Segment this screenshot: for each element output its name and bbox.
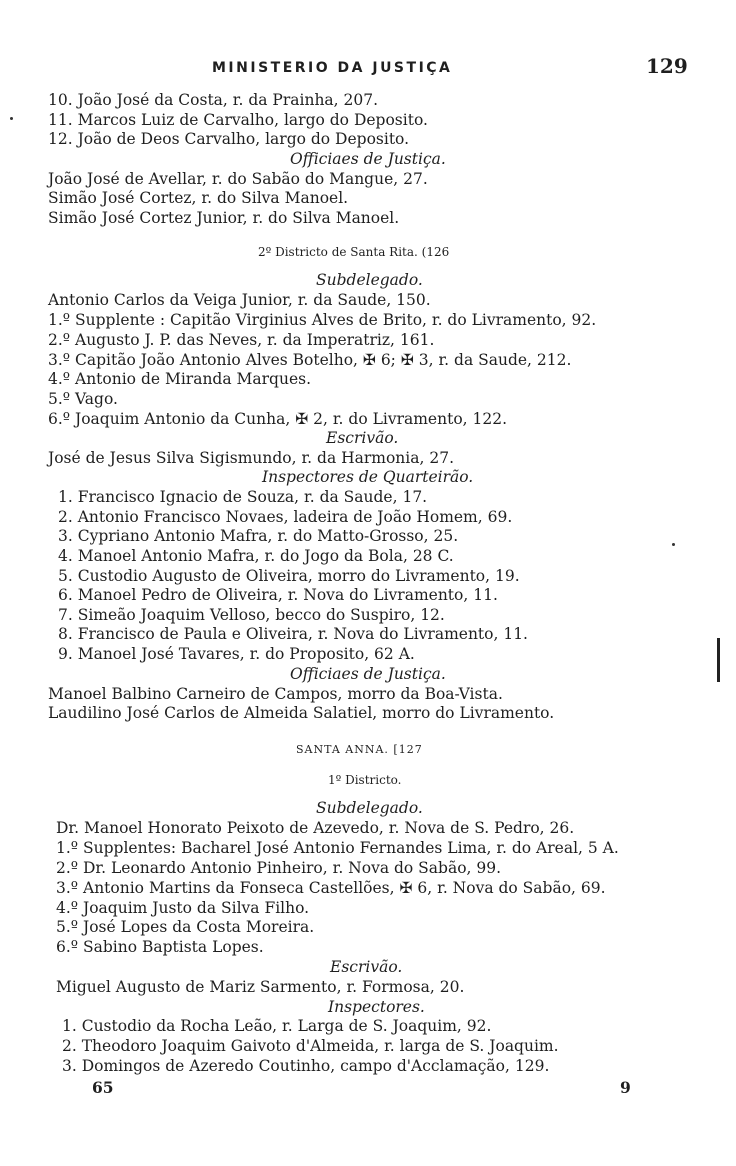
list-item: 1.º Supplentes: Bacharel José Antonio Fernandes Lima, r. do Areal, 5 A.: [56, 839, 619, 857]
list-item: 3.º Capitão João Antonio Alves Botelho, ✠ 6; ✠ 3, r. da Saude, 212.: [48, 351, 572, 369]
section-heading: Escrivão.: [330, 958, 403, 976]
section-heading: Officiaes de Justiça.: [290, 665, 446, 683]
list-item: 10. João José da Costa, r. da Prainha, 207.: [48, 91, 379, 109]
scan-dot: [672, 543, 675, 546]
list-item: 9. Manoel José Tavares, r. do Proposito, 62 A.: [58, 645, 415, 663]
list-item: Manoel Balbino Carneiro de Campos, morro da Boa-Vista.: [48, 685, 503, 703]
list-item: 5. Custodio Augusto de Oliveira, morro do Livramento, 19.: [58, 567, 520, 585]
list-item: 6. Manoel Pedro de Oliveira, r. Nova do Livramento, 11.: [58, 586, 498, 604]
district-title: 2º Districto de Santa Rita. (126: [258, 245, 450, 259]
running-header: MINISTERIO DA JUSTIÇA: [212, 60, 453, 76]
section-heading: Officiaes de Justiça.: [290, 150, 446, 168]
list-item: 1.º Supplente : Capitão Virginius Alves de Brito, r. do Livramento, 92.: [48, 311, 597, 329]
list-item: 11. Marcos Luiz de Carvalho, largo do Deposito.: [48, 111, 428, 129]
list-item: 2. Theodoro Joaquim Gaivoto d'Almeida, r. larga de S. Joaquim.: [62, 1037, 559, 1055]
district-title: 1º Districto.: [328, 773, 402, 787]
list-item: 6.º Sabino Baptista Lopes.: [56, 938, 264, 956]
list-item: 3.º Antonio Martins da Fonseca Castellões, ✠ 6, r. Nova do Sabão, 69.: [56, 879, 606, 897]
list-item: João José de Avellar, r. do Sabão do Mangue, 27.: [48, 170, 428, 188]
list-item: 8. Francisco de Paula e Oliveira, r. Nova do Livramento, 11.: [58, 625, 528, 643]
list-item: 2. Antonio Francisco Novaes, ladeira de João Homem, 69.: [58, 508, 513, 526]
list-item: Dr. Manoel Honorato Peixoto de Azevedo, r. Nova de S. Pedro, 26.: [56, 819, 575, 837]
list-item: 3. Domingos de Azeredo Coutinho, campo d'Acclamação, 129.: [62, 1057, 550, 1075]
list-item: Simão José Cortez, r. do Silva Manoel.: [48, 189, 349, 207]
list-item: José de Jesus Silva Sigismundo, r. da Harmonia, 27.: [48, 449, 454, 467]
list-item: Antonio Carlos da Veiga Junior, r. da Saude, 150.: [48, 291, 431, 309]
list-item: 6.º Joaquim Antonio da Cunha, ✠ 2, r. do Livramento, 122.: [48, 410, 508, 428]
section-heading: Subdelegado.: [316, 799, 423, 817]
section-heading: Inspectores.: [328, 998, 425, 1016]
list-item: 7. Simeão Joaquim Velloso, becco do Suspiro, 12.: [58, 606, 445, 624]
list-item: Simão José Cortez Junior, r. do Silva Manoel.: [48, 209, 400, 227]
list-item: 12. João de Deos Carvalho, largo do Deposito.: [48, 130, 410, 148]
list-item: 2.º Augusto J. P. das Neves, r. da Imperatriz, 161.: [48, 331, 435, 349]
list-item: 5.º José Lopes da Costa Moreira.: [56, 918, 315, 936]
sheet-number: 9: [620, 1078, 631, 1097]
list-item: Laudilino José Carlos de Almeida Salatiel, morro do Livramento.: [48, 704, 555, 722]
list-item: 4. Manoel Antonio Mafra, r. do Jogo da Bola, 28 C.: [58, 547, 454, 565]
section-heading: Subdelegado.: [316, 271, 423, 289]
list-item: 5.º Vago.: [48, 390, 118, 408]
signature-mark: 65: [92, 1078, 114, 1097]
parish-title: SANTA ANNA. [127: [296, 743, 423, 756]
list-item: 3. Cypriano Antonio Mafra, r. do Matto-Grosso, 25.: [58, 527, 459, 545]
list-item: 4.º Antonio de Miranda Marques.: [48, 370, 311, 388]
section-heading: Escrivão.: [326, 429, 399, 447]
scan-mark: [717, 638, 720, 682]
list-item: 4.º Joaquim Justo da Silva Filho.: [56, 899, 310, 917]
scan-dot: [10, 117, 13, 120]
list-item: 2.º Dr. Leonardo Antonio Pinheiro, r. Nova do Sabão, 99.: [56, 859, 502, 877]
section-heading: Inspectores de Quarteirão.: [262, 468, 474, 486]
page-number: 129: [646, 54, 688, 78]
list-item: 1. Custodio da Rocha Leão, r. Larga de S. Joaquim, 92.: [62, 1017, 492, 1035]
list-item: Miguel Augusto de Mariz Sarmento, r. Formosa, 20.: [56, 978, 465, 996]
list-item: 1. Francisco Ignacio de Souza, r. da Saude, 17.: [58, 488, 428, 506]
